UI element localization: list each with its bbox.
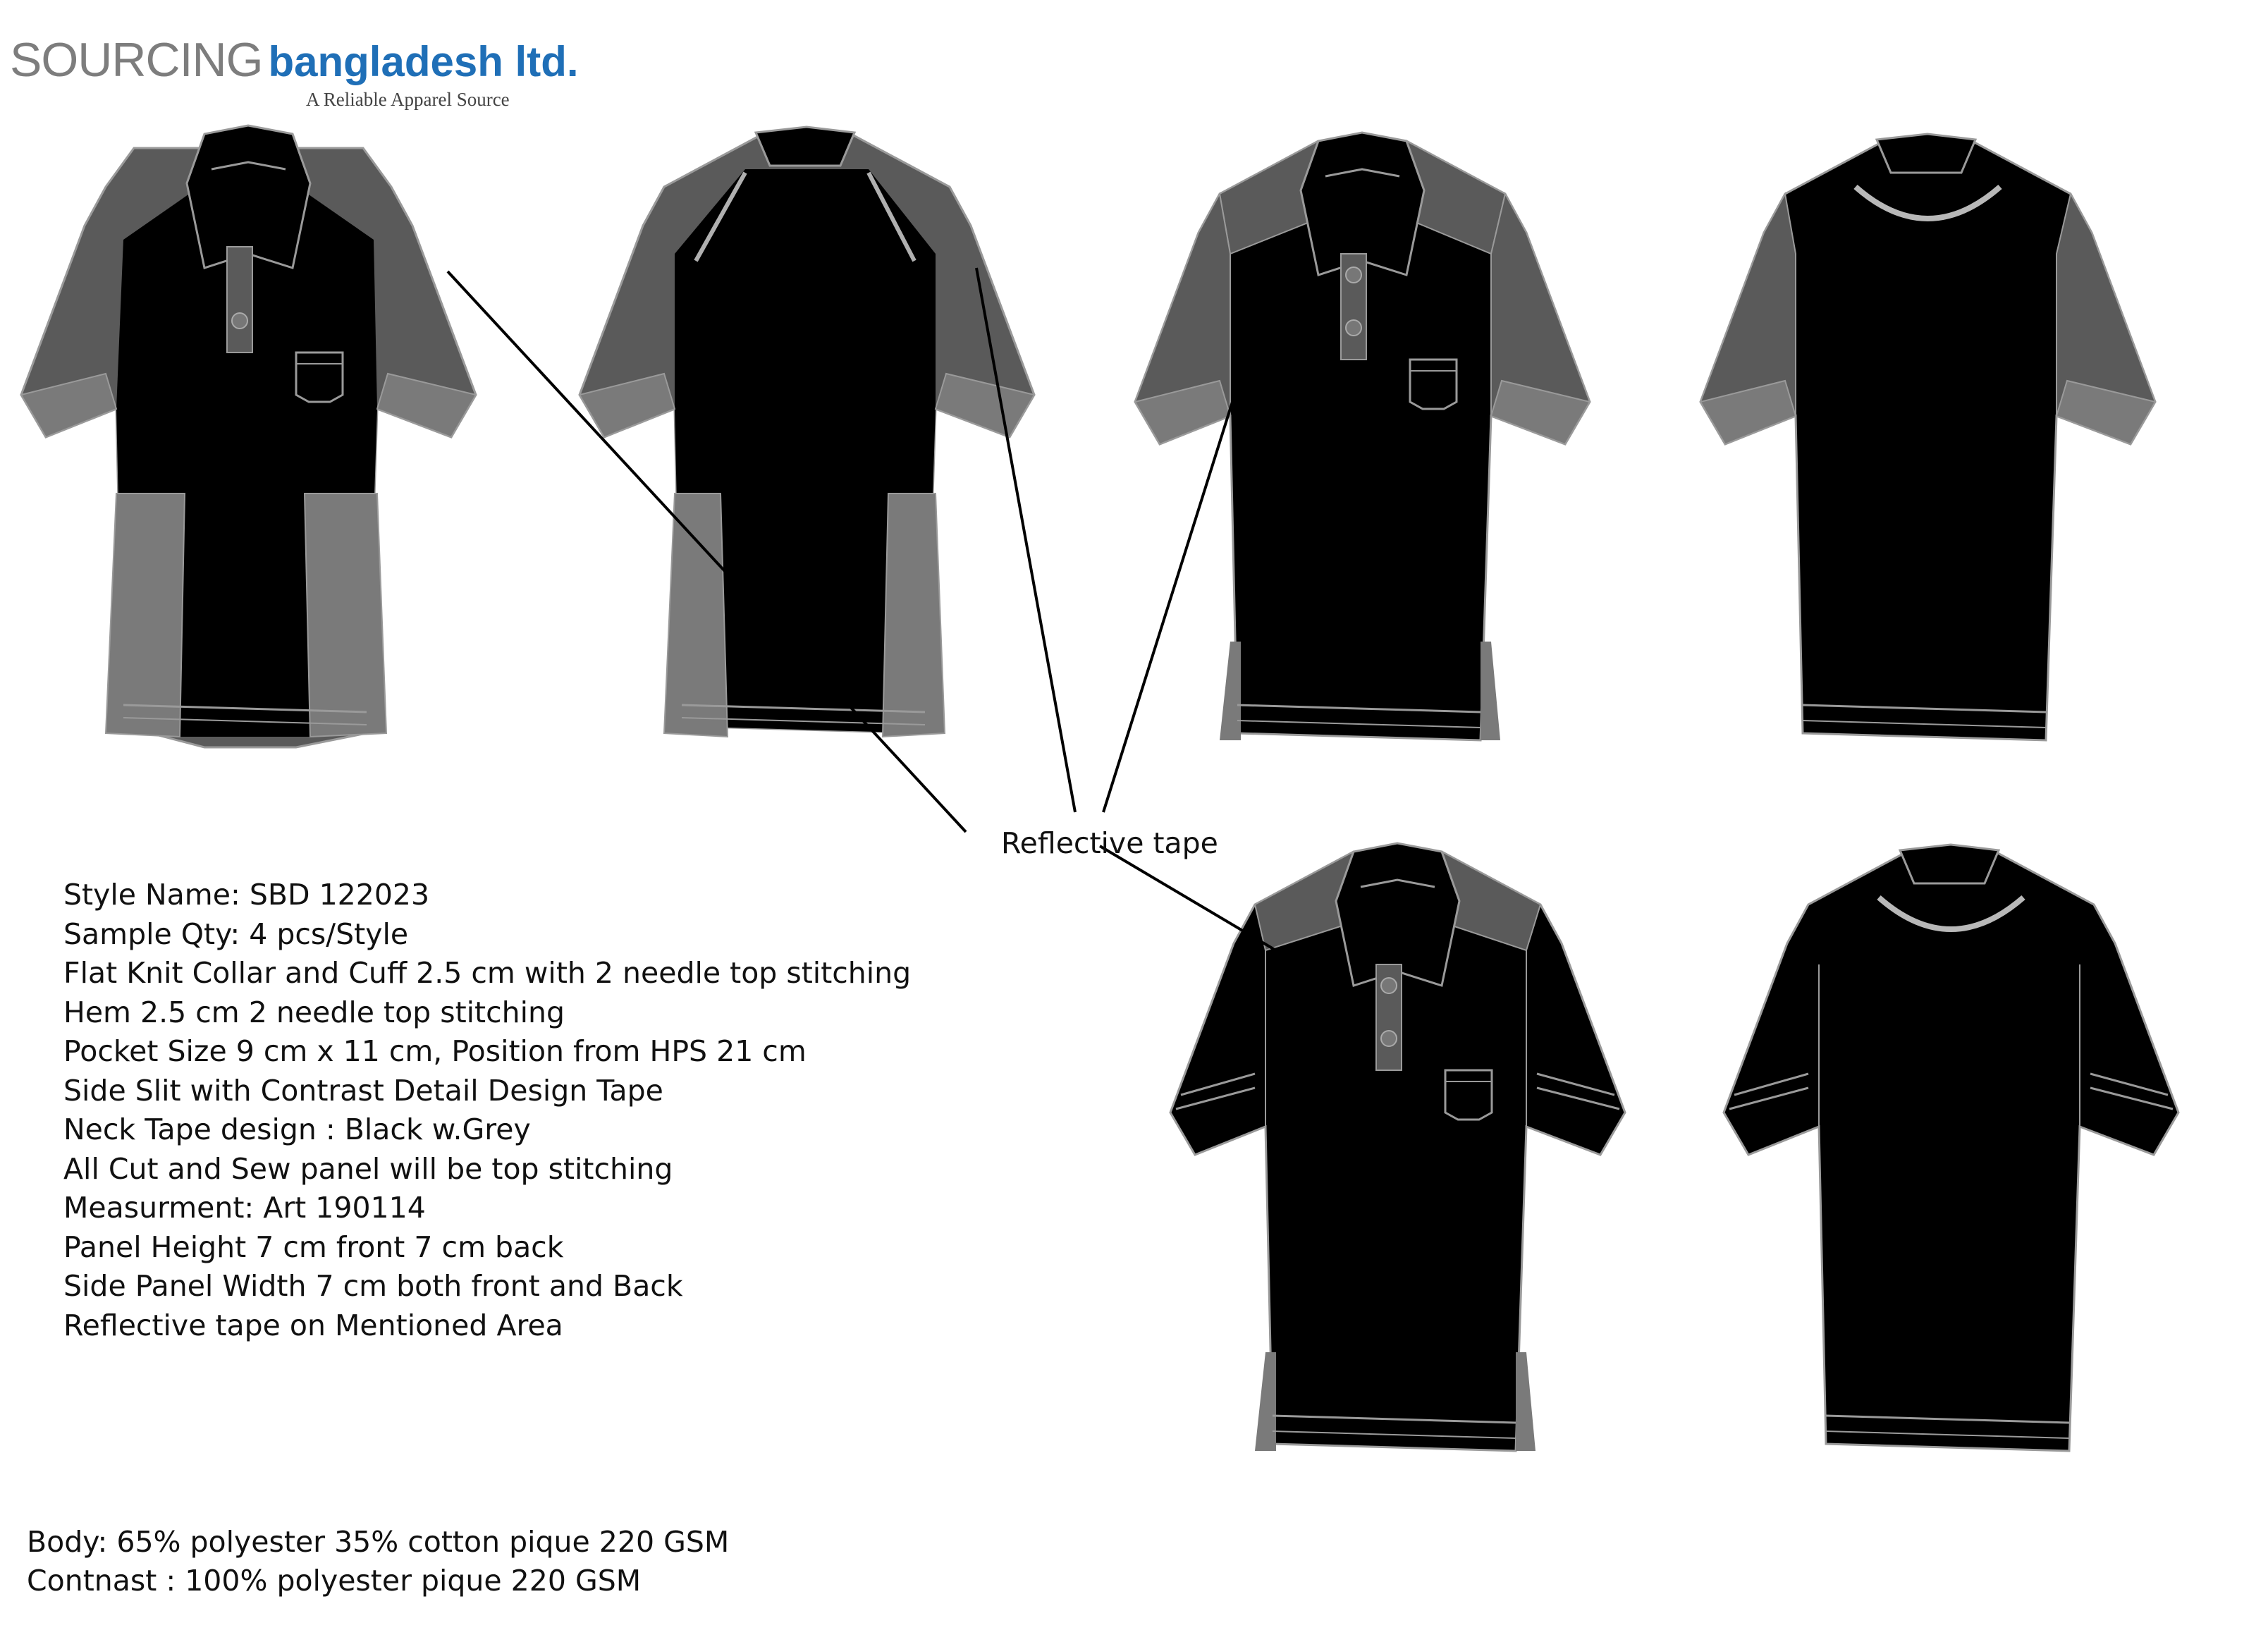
fabric-line: Contnast : 100% polyester pique 220 GSM [27,1564,642,1598]
polo-back-view-3 [1724,845,2178,1451]
company-logo [10,21,579,120]
spec-line: Reflective tape on Mentioned Area [63,1308,563,1342]
spec-line: Flat Knit Collar and Cuff 2.5 cm with 2 needle top stitching [63,956,912,990]
spec-line: Pocket Size 9 cm x 11 cm, Position from HPS 21 cm [63,1034,807,1068]
logo-secondary-text: bangladesh ltd. [268,38,579,85]
fabric-list [27,1523,729,1600]
reflective-tape-label: Reflective tape [1001,826,1218,860]
spec-line: Neck Tape design : Black w.Grey [63,1113,531,1146]
polo-front-view-1 [21,125,476,747]
spec-line: Sample Qty: 4 pcs/Style [63,917,409,951]
spec-list [63,876,911,1345]
fabric-line: Body: 65% polyester 35% cotton pique 220 GSM [27,1525,730,1559]
polo-front-view-2 [1135,133,1590,740]
spec-line: Measurment: Art 190114 [63,1191,426,1225]
logo-tagline: A Reliable Apparel Source [306,89,510,110]
spec-line: Hem 2.5 cm 2 needle top stitching [63,995,565,1029]
spec-line: Panel Height 7 cm front 7 cm back [63,1230,564,1264]
spec-line: Side Panel Width 7 cm both front and Back [63,1269,683,1303]
logo-wordmark [10,32,579,87]
spec-line: Side Slit with Contrast Detail Design Tape [63,1073,663,1108]
polo-front-view-3 [1170,843,1625,1451]
spec-line: Style Name: SBD 122023 [63,878,430,912]
spec-line: All Cut and Sew panel will be top stitching [63,1151,673,1186]
logo-main-text: SOURCING [10,33,263,87]
polo-back-view-2 [1700,134,2155,740]
polo-back-view-1 [580,127,1034,737]
